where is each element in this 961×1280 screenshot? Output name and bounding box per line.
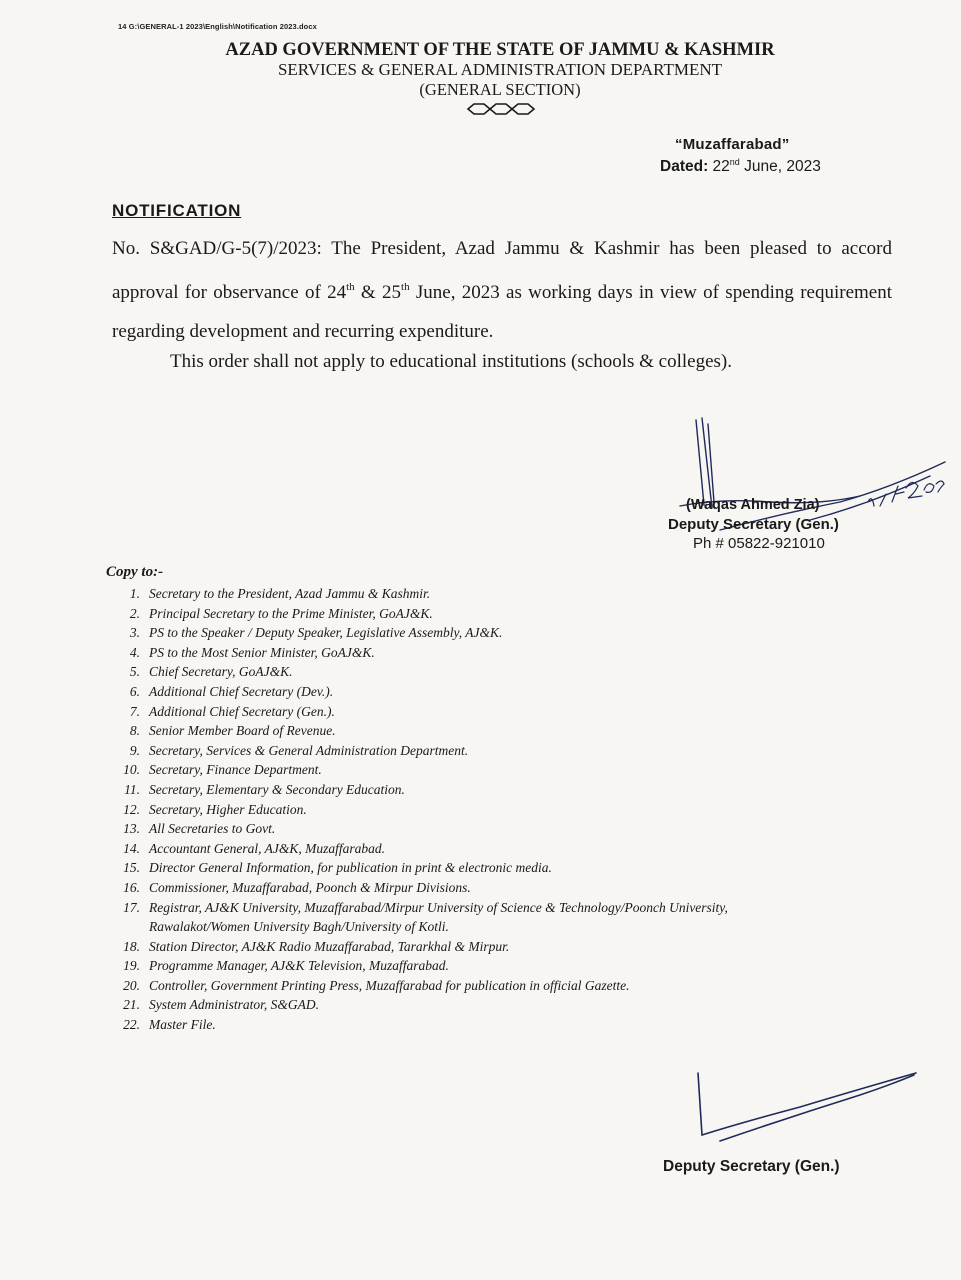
list-item-text: Principal Secretary to the Prime Minister, GoAJ&K. xyxy=(149,605,433,621)
government-title: AZAD GOVERNMENT OF THE STATE OF JAMMU & KASHMIR xyxy=(225,40,775,60)
list-item-number: 18. xyxy=(123,938,140,954)
body-sup-2: th xyxy=(401,281,410,293)
list-item xyxy=(112,604,912,624)
department-title: SERVICES & GENERAL ADMINISTRATION DEPARTMENT xyxy=(277,60,723,79)
list-item xyxy=(112,858,912,878)
copy-to-list xyxy=(112,584,912,1035)
list-item-text: Secretary, Services & General Administration Department. xyxy=(149,742,469,758)
list-item xyxy=(112,878,912,898)
dated-day: 22 xyxy=(712,158,730,175)
list-item-text: Director General Information, for publication in print & electronic media. xyxy=(149,860,552,876)
place-of-issue: “Muzaffarabad” xyxy=(675,136,790,153)
list-item xyxy=(112,995,912,1015)
dated-suffix: nd xyxy=(729,157,740,167)
list-item-text: PS to the Most Senior Minister, GoAJ&K. xyxy=(149,644,375,660)
list-item xyxy=(112,721,912,741)
body-part-2: & 25 xyxy=(354,282,402,303)
copy-to-heading: Copy to:- xyxy=(106,564,164,580)
list-item xyxy=(112,898,912,937)
notification-body xyxy=(112,229,892,351)
list-item-text: Commissioner, Muzaffarabad, Poonch & Mirpur Divisions. xyxy=(149,879,471,895)
list-item-number: 19. xyxy=(123,958,140,974)
list-item-number: 6. xyxy=(129,683,140,699)
list-item xyxy=(112,956,912,976)
list-item-number: 15. xyxy=(123,860,140,876)
list-item-number: 20. xyxy=(123,977,140,993)
list-item xyxy=(112,760,912,780)
list-item-text: Secretary, Elementary & Secondary Education. xyxy=(149,781,405,797)
list-item-number: 12. xyxy=(123,801,140,817)
section-title: (GENERAL SECTION) xyxy=(419,80,581,99)
list-item-number: 17. xyxy=(123,899,140,915)
order-exemption: This order shall not apply to educational institutions (schools & colleges). xyxy=(170,351,732,372)
body-part-1: No. S&GAD/G-5(7)/2023: The President, Azad Jammu & Kashmir has been pleased to accord approval for observance of 24 xyxy=(112,238,892,303)
list-item-text: Master File. xyxy=(149,1017,216,1033)
list-item-text: System Administrator, S&GAD. xyxy=(149,997,320,1013)
list-item-text: Additional Chief Secretary (Gen.). xyxy=(149,703,335,719)
list-item-text: Accountant General, AJ&K, Muzaffarabad. xyxy=(149,840,385,856)
list-item xyxy=(112,662,912,682)
list-item-number: 5. xyxy=(129,664,140,680)
list-item-number: 7. xyxy=(129,703,140,719)
footer-designation: Deputy Secretary (Gen.) xyxy=(663,1158,840,1175)
letterhead xyxy=(150,40,850,100)
list-item-text: Chief Secretary, GoAJ&K. xyxy=(149,664,293,680)
list-item-number: 4. xyxy=(129,644,140,660)
list-item-text: Secretary, Finance Department. xyxy=(149,762,322,778)
list-item-number: 1. xyxy=(129,586,140,601)
list-item xyxy=(112,976,912,996)
signatory-phone: Ph # 05822-921010 xyxy=(693,535,825,552)
signatory-name: (Waqas Ahmed Zia) xyxy=(686,497,820,513)
list-item xyxy=(112,1015,912,1035)
list-item-number: 22. xyxy=(123,1017,140,1033)
list-item-text: Station Director, AJ&K Radio Muzaffarabad, Tararkhal & Mirpur. xyxy=(149,938,510,954)
list-item xyxy=(112,623,912,643)
list-item xyxy=(112,937,912,957)
issue-date xyxy=(660,157,821,176)
list-item-number: 14. xyxy=(123,840,140,856)
list-item xyxy=(112,741,912,761)
list-item-number: 16. xyxy=(123,879,140,895)
list-item-number: 13. xyxy=(123,821,140,837)
dated-label: Dated: xyxy=(660,158,709,175)
dated-month-year: June, 2023 xyxy=(744,158,821,175)
list-item-number: 3. xyxy=(129,625,140,641)
list-item xyxy=(112,584,912,604)
list-item-text: Programme Manager, AJ&K Television, Muzaffarabad. xyxy=(149,958,449,974)
list-item-text: Senior Member Board of Revenue. xyxy=(149,723,336,739)
signature-image xyxy=(680,1065,930,1165)
list-item xyxy=(112,800,912,820)
list-item xyxy=(112,780,912,800)
list-item-text: PS to the Speaker / Deputy Speaker, Legislative Assembly, AJ&K. xyxy=(149,625,503,641)
list-item-text: Additional Chief Secretary (Dev.). xyxy=(149,683,334,699)
list-item-number: 2. xyxy=(129,605,140,621)
list-item-number: 10. xyxy=(123,762,140,778)
list-item xyxy=(112,643,912,663)
list-item xyxy=(112,839,912,859)
list-item-text: All Secretaries to Govt. xyxy=(149,821,276,837)
list-item-text: Secretary to the President, Azad Jammu & Kashmir. xyxy=(149,586,431,601)
list-item xyxy=(112,819,912,839)
list-item-number: 8. xyxy=(129,723,140,739)
list-item-number: 9. xyxy=(129,742,140,758)
notification-title: NOTIFICATION xyxy=(112,201,242,220)
signatory-designation: Deputy Secretary (Gen.) xyxy=(668,516,839,533)
list-item-number: 21. xyxy=(123,997,140,1013)
signatory-block xyxy=(668,495,868,553)
list-item-text: Controller, Government Printing Press, Muzaffarabad for publication in official Gazette. xyxy=(149,977,630,993)
list-item-text: Secretary, Higher Education. xyxy=(149,801,307,817)
body-sup-1: th xyxy=(346,281,355,293)
list-item-continuation: Rawalakot/Women University Bagh/University of Kotli. xyxy=(149,919,449,935)
list-item-text: Registrar, AJ&K University, Muzaffarabad/Mirpur University of Science & Technology/Poonch University, xyxy=(149,899,728,915)
ornament-icon xyxy=(466,102,536,116)
list-item xyxy=(112,682,912,702)
list-item xyxy=(112,702,912,722)
file-reference: 14 G:\GENERAL-1 2023\English\Notification 2023.docx xyxy=(118,22,317,31)
list-item-number: 11. xyxy=(124,781,140,797)
body-part-3: June, 2023 as working days in view of spending requirement regarding development and recurring expenditure. xyxy=(112,282,892,342)
